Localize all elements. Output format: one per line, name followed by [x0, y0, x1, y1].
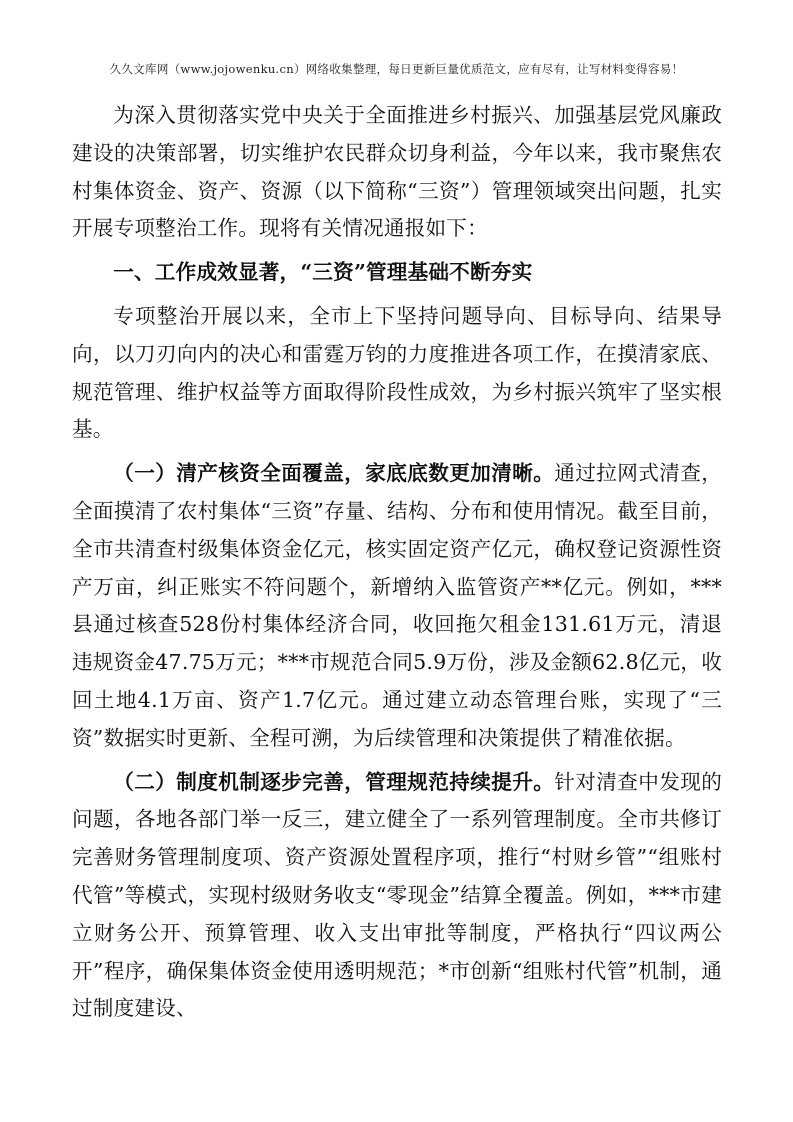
item-text-1: 通过拉网式清查，全面摸清了农村集体“三资”存量、结构、分布和使用情况。截至目前，全市共清查村级集体资金亿元，核实固定资产亿元，确权登记资源性资产万亩，纠正账实不符问题个，新增纳入监管资产**亿元。例如，***县通过核查528份村集体经济合同，收回拖欠租金131.61万元，清退违规资金47.75万元；***市规范合同5.9万份，涉及金额62.8亿元，收回土地4.1万亩、资产1.7亿元。通过建立动态管理台账，实现了“三资”数据实时更新、全程可溯，为后续管理和决策提供了精准依据。 — [72, 461, 722, 750]
item-paragraph-1 — [72, 455, 722, 757]
item-lead-2: （二）制度机制逐步完善，管理规范持续提升。 — [113, 769, 555, 794]
page-header: 久久文库网（www.jojowenku.cn）网络收集整理，每日更新巨量优质范文，应有尽有，让写材料变得容易！ — [109, 62, 684, 76]
section-intro-paragraph: 专项整治开展以来，全市上下坚持问题导向、目标导向、结果导向，以刀刃向内的决心和雷霆万钧的力度推进各项工作，在摸清家底、规范管理、维护权益等方面取得阶段性成效，为乡村振兴筑牢了坚实根基。 — [72, 303, 722, 442]
section-heading: 一、工作成效显著，“三资”管理基础不断夯实 — [113, 260, 533, 285]
item-paragraph-2 — [72, 764, 722, 1029]
document-body — [72, 97, 722, 1028]
item-text-2: 针对清查中发现的问题，各地各部门举一反三，建立健全了一系列管理制度。全市共修订完善财务管理制度项、资产资源处置程序项，推行“村财乡管”“组账村代管”等模式，实现村级财务收支“零现金”结算全覆盖。例如，***市建立财务公开、预算管理、收入支出审批等制度，严格执行“四议两公开”程序，确保集体资金使用透明规范；*市创新“组账村代管”机制，通过制度建设、 — [72, 769, 722, 1021]
intro-paragraph: 为深入贯彻落实党中央关于全面推进乡村振兴、加强基层党风廉政建设的决策部署，切实维护农民群众切身利益，今年以来，我市聚焦农村集体资金、资产、资源（以下简称“三资”）管理领域突出问题，扎实开展专项整治工作。现将有关情况通报如下： — [72, 103, 722, 241]
item-lead-1: （一）清产核资全面覆盖，家底底数更加清晰。 — [113, 461, 555, 486]
